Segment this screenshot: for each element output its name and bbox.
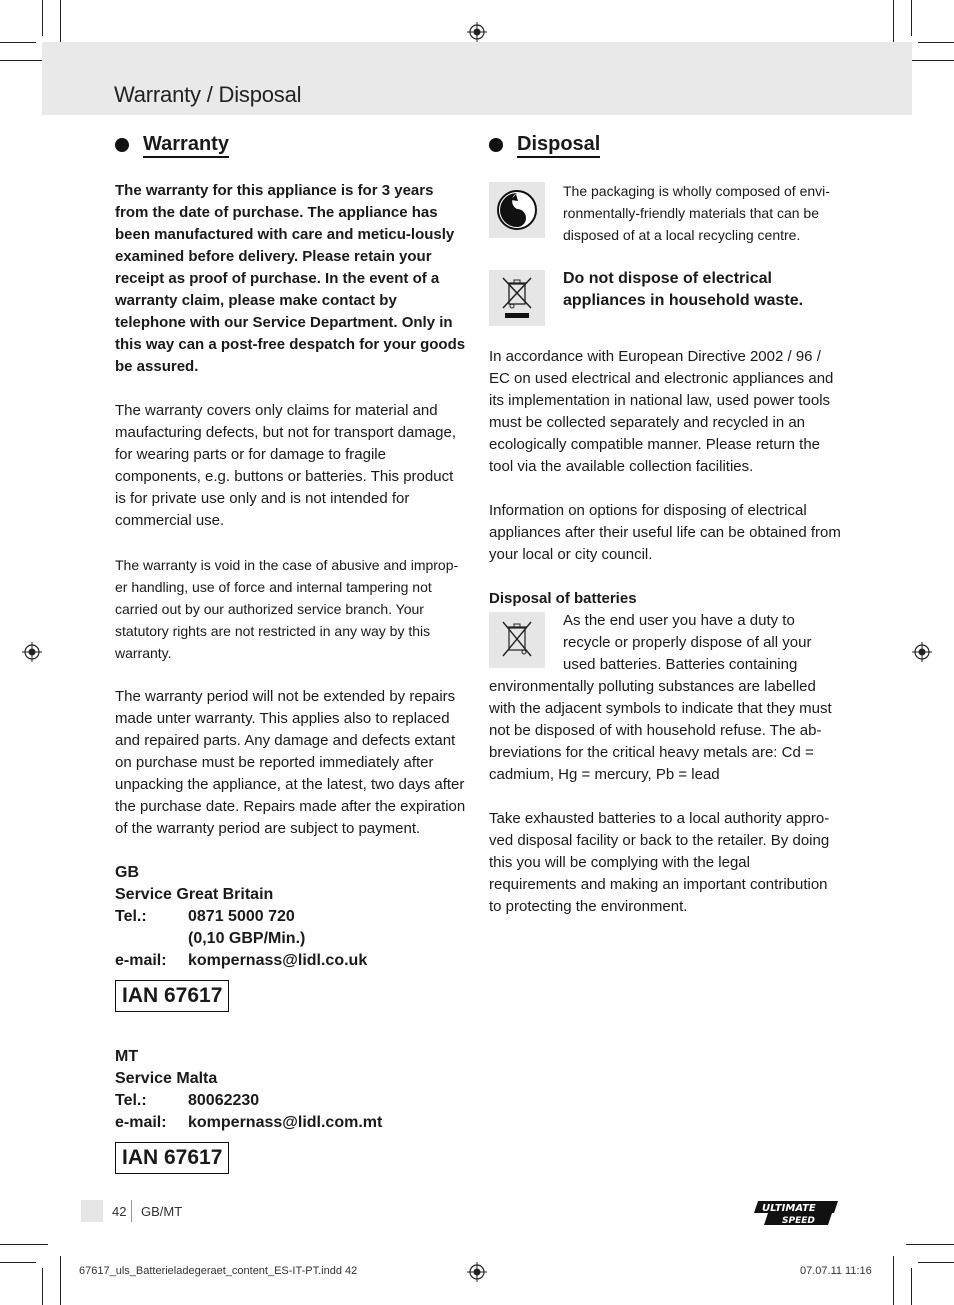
warranty-heading-row <box>115 130 467 160</box>
service-name: Service Malta <box>115 1070 218 1087</box>
service-name: Service Great Britain <box>115 886 274 903</box>
packaging-text: The packaging is wholly composed of envi-ronmentally-friendly materials that can be disposed of at a local recycling centre. <box>563 183 830 243</box>
crop-mark <box>906 60 954 61</box>
crop-mark <box>918 1262 954 1263</box>
crop-mark <box>911 1268 912 1305</box>
language-code: GB/MT <box>141 1204 183 1219</box>
disposal-paragraph: In accordance with European Directive 2002 / 96 / EC on used electrical and electronic appliances and its implementation in national law, used power tools must be collected separately and recycled in an ecologically compatible manner. Please return the tool via the available collection facilities. <box>489 348 834 475</box>
service-country: MT <box>115 1048 139 1065</box>
date-slug: 07.07.11 11:16 <box>800 1265 872 1277</box>
batteries-heading: Disposal of batteries <box>489 590 637 607</box>
tel-label: Tel.: <box>115 908 147 925</box>
registration-mark-icon <box>467 22 487 42</box>
service-gb <box>115 862 467 1012</box>
crop-mark <box>60 0 61 48</box>
tel-number: 0871 5000 720 <box>188 908 295 925</box>
disposal-heading: Disposal <box>517 133 600 158</box>
crop-mark <box>42 0 43 36</box>
crop-mark <box>60 1256 61 1305</box>
logo-text: ULTIMATE <box>762 1203 816 1214</box>
service-mt <box>115 1046 467 1174</box>
crop-mark <box>0 60 48 61</box>
ian-box: IAN 67617 <box>115 1142 229 1174</box>
page-title: Warranty / Disposal <box>114 82 302 107</box>
file-slug: 67617_uls_Batterieladegeraet_content_ES-IT-PT.indd 42 <box>79 1265 358 1277</box>
page-number: 42 <box>112 1204 127 1219</box>
crop-mark <box>0 1244 48 1245</box>
battery-crossed-bin-icon <box>489 612 545 668</box>
crop-mark <box>893 1256 894 1305</box>
page-number-box <box>81 1200 103 1222</box>
ultimate-speed-logo <box>752 1199 840 1227</box>
crop-mark <box>42 1268 43 1305</box>
email-address: kompernass@lidl.co.uk <box>188 952 368 969</box>
crop-mark <box>0 1262 36 1263</box>
disposal-heading-row <box>489 130 841 160</box>
disposal-column <box>489 130 841 940</box>
warranty-paragraph: The warranty period will not be extended by repairs made unter warranty. This applies also to replaced and repaired parts. Any damage and defects extant on purchase must be reported immediately after unpacking the appliance, at the latest, two days after the purchase date. Repairs made after the expiration of the warranty period are subject to payment. <box>115 688 466 837</box>
registration-mark-icon <box>912 642 932 662</box>
email-label: e-mail: <box>115 952 167 969</box>
warranty-paragraph: The warranty is void in the case of abusive and improp-er handling, use of force and internal tampering not carried out by our authorized service branch. Your statutory rights are not restricted in any way by this warranty. <box>115 557 459 661</box>
tel-label: Tel.: <box>115 1092 147 1109</box>
logo-text: SPEED <box>782 1216 815 1226</box>
warranty-paragraph: The warranty covers only claims for material and maufacturing defects, but not for transport damage, for wearing parts or for damage to fragile components, e.g. buttons or batteries. This product is for private use only and is not intended for commercial use. <box>115 402 457 529</box>
crop-mark <box>918 42 954 43</box>
crop-mark <box>911 0 912 36</box>
registration-mark-icon <box>22 642 42 662</box>
registration-mark-icon <box>467 1262 487 1282</box>
crop-mark <box>893 0 894 48</box>
weee-crossed-bin-icon <box>489 270 545 326</box>
email-label: e-mail: <box>115 1114 167 1131</box>
weee-warning: Do not dispose of electrical appliances in household waste. <box>563 270 804 309</box>
warranty-column <box>115 130 467 1174</box>
email-address: kompernass@lidl.com.mt <box>188 1114 383 1131</box>
green-dot-recycling-icon <box>489 182 545 238</box>
tel-rate: (0,10 GBP/Min.) <box>188 930 306 947</box>
disposal-paragraph: Information on options for disposing of electrical appliances after their useful life can be obtained from your local or city council. <box>489 502 841 563</box>
crop-mark <box>906 1244 954 1245</box>
warranty-heading: Warranty <box>143 133 229 158</box>
warranty-intro: The warranty for this appliance is for 3 years from the date of purchase. The appliance has been manufactured with care and meticu-lously examined before delivery. Please retain your receipt as proof of purchase. In the event of a warranty claim, please make contact by telephone with our Service Department. Only in this way can a post-free despatch for your goods be assured. <box>115 182 466 375</box>
crop-mark <box>0 42 36 43</box>
footer-divider <box>131 1200 132 1222</box>
disposal-paragraph: Take exhausted batteries to a local authority appro-ved disposal facility or back to the retailer. By doing this you will be complying with the legal requirements and making an important contribution to protecting the environment. <box>489 810 830 915</box>
bullet-icon <box>115 138 129 152</box>
ian-box: IAN 67617 <box>115 980 229 1012</box>
batteries-text: As the end user you have a duty to recycle or properly dispose of all your used batteries. Batteries containing environmentally polluting substances are labelled with the adjacent symbols to indicate that they must not be disposed of with household refuse. The ab-breviations for the critical heavy metals are: Cd = cadmium, Hg = mercury, Pb = lead <box>489 612 832 783</box>
bullet-icon <box>489 138 503 152</box>
tel-number: 80062230 <box>188 1092 260 1109</box>
service-country: GB <box>115 864 139 881</box>
